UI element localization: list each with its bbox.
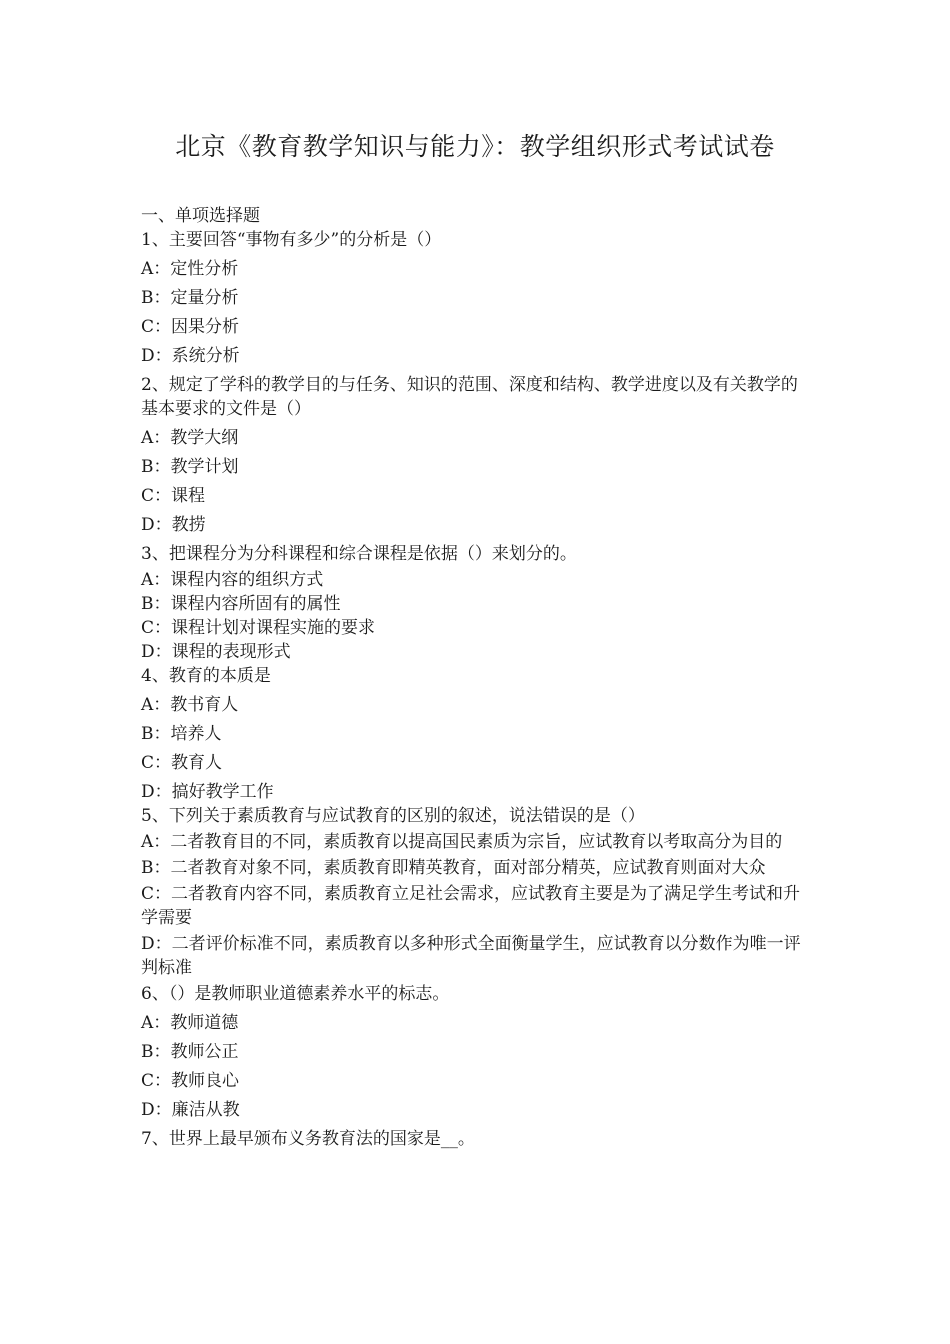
answer-option: B：教学计划 bbox=[141, 457, 239, 477]
question-stem: 2、规定了学科的教学目的与任务、知识的范围、深度和结构、教学进度以及有关教学的基本要求的文件是（） bbox=[141, 375, 798, 419]
answer-option: D：二者评价标准不同，素质教育以多种形式全面衡量学生，应试教育以分数作为唯一评判标准 bbox=[141, 934, 801, 978]
question-stem: 6、（）是教师职业道德素养水平的标志。 bbox=[141, 984, 450, 1004]
question-stem: 5、下列关于素质教育与应试教育的区别的叙述，说法错误的是（） bbox=[141, 806, 645, 826]
answer-option: B：教师公正 bbox=[141, 1042, 239, 1062]
answer-option: A：教学大纲 bbox=[141, 428, 239, 448]
answer-option: D：搞好教学工作 bbox=[141, 782, 274, 802]
question-stem: 4、教育的本质是 bbox=[141, 666, 271, 686]
answer-option: D：教捞 bbox=[141, 515, 206, 535]
answer-option: C：教育人 bbox=[141, 753, 223, 773]
answer-option: A：课程内容的组织方式 bbox=[141, 570, 324, 590]
question-stem: 1、主要回答“事物有多少”的分析是（） bbox=[141, 230, 442, 250]
answer-option: A：教书育人 bbox=[141, 695, 239, 715]
question-stem: 3、把课程分为分科课程和综合课程是依据（）来划分的。 bbox=[141, 544, 577, 564]
section-heading: 一、单项选择题 bbox=[141, 206, 260, 226]
answer-option: C：课程 bbox=[141, 486, 206, 506]
answer-option: A：二者教育目的不同，素质教育以提高国民素质为宗旨，应试教育以考取高分为目的 bbox=[141, 832, 783, 852]
question-stem: 7、世界上最早颁布义务教育法的国家是__。 bbox=[141, 1129, 475, 1149]
answer-option: B：培养人 bbox=[141, 724, 222, 744]
answer-option: B：二者教育对象不同，素质教育即精英教育，面对部分精英，应试教育则面对大众 bbox=[141, 858, 766, 878]
answer-option: A：定性分析 bbox=[141, 259, 239, 279]
answer-option: A：教师道德 bbox=[141, 1013, 239, 1033]
answer-option: D：课程的表现形式 bbox=[141, 642, 291, 662]
document-body bbox=[141, 204, 809, 1151]
answer-option: D：廉洁从教 bbox=[141, 1100, 240, 1120]
answer-option: C：教师良心 bbox=[141, 1071, 240, 1091]
answer-option: C：二者教育内容不同，素质教育立足社会需求，应试教育主要是为了满足学生考试和升学需要 bbox=[141, 884, 801, 928]
answer-option: D：系统分析 bbox=[141, 346, 240, 366]
answer-option: B：课程内容所固有的属性 bbox=[141, 594, 341, 614]
answer-option: B：定量分析 bbox=[141, 288, 239, 308]
answer-option: C：因果分析 bbox=[141, 317, 240, 337]
answer-option: C：课程计划对课程实施的要求 bbox=[141, 618, 376, 638]
document-title: 北京《教育教学知识与能力》：教学组织形式考试试卷 bbox=[175, 132, 775, 161]
